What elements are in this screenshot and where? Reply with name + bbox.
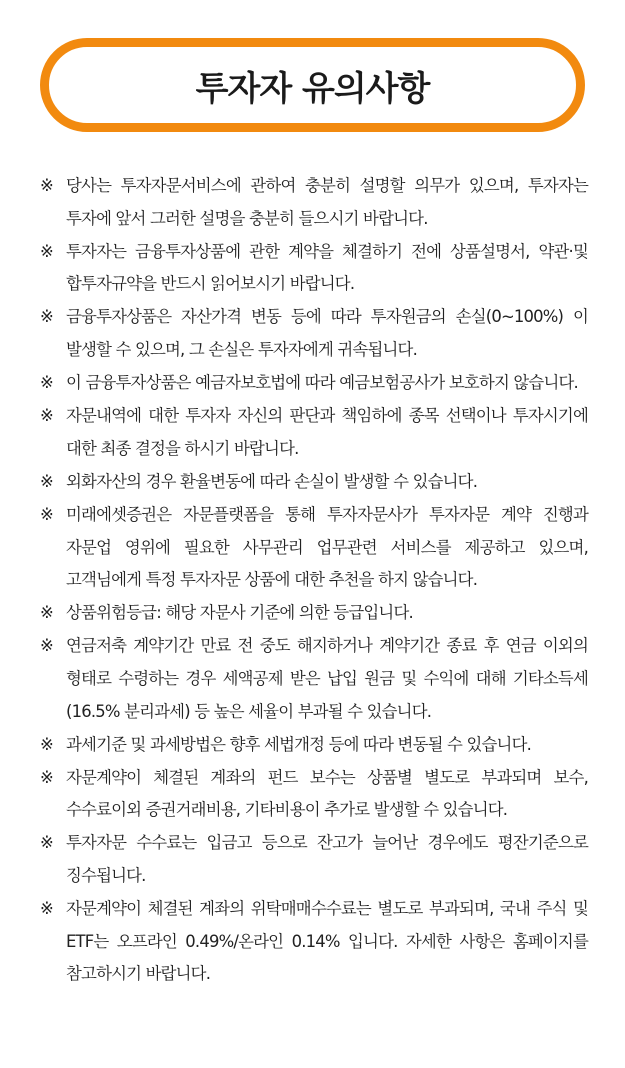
- reference-mark: ※: [40, 734, 53, 754]
- notice-item: [40, 827, 588, 892]
- notice-item: [40, 236, 588, 301]
- reference-mark: ※: [40, 767, 53, 787]
- notice-item: [40, 400, 588, 465]
- notice-item: [40, 630, 588, 728]
- notice-text: 미래에셋증권은 자문플랫폼을 통해 투자자문사가 투자자문 계약 진행과 자문업 영위에 필요한 사무관리 업무관련 서비스를 제공하고 있으며, 고객님에게 특정 투자자문 상품에 대한 추천을 하지 않습니다.: [66, 504, 588, 590]
- reference-mark: ※: [40, 899, 53, 919]
- notice-item: [40, 893, 588, 991]
- reference-mark: ※: [40, 603, 53, 623]
- notice-text: 자문내역에 대한 투자자 자신의 판단과 책임하에 종목 선택이나 투자시기에 대한 최종 결정을 하시기 바랍니다.: [66, 406, 588, 458]
- notice-item: [40, 729, 588, 762]
- reference-mark: ※: [40, 176, 53, 195]
- notice-text: 연금저축 계약기간 만료 전 중도 해지하거나 계약기간 종료 후 연금 이외의 형태로 수령하는 경우 세액공제 받은 납입 원금 및 수익에 대해 기타소득세(16.5% 분리과세) 등 높은 세율이 부과될 수 있습니다.: [66, 636, 588, 721]
- reference-mark: ※: [40, 406, 53, 426]
- reference-mark: ※: [40, 504, 53, 524]
- notice-item: [40, 499, 588, 597]
- notice-item: [40, 170, 588, 235]
- notice-item: [40, 597, 588, 630]
- notice-text: 투자자문 수수료는 입금고 등으로 잔고가 늘어난 경우에도 평잔기준으로 징수됩니다.: [66, 833, 588, 885]
- title-banner: [40, 38, 585, 132]
- notice-text: 자문계약이 체결된 계좌의 펀드 보수는 상품별 별도로 부과되며 보수, 수수료이외 증권거래비용, 기타비용이 추가로 발생할 수 있습니다.: [66, 767, 588, 820]
- notice-text: 당사는 투자자문서비스에 관하여 충분히 설명할 의무가 있으며, 투자자는 투자에 앞서 그러한 설명을 충분히 들으시기 바랍니다.: [66, 176, 588, 228]
- notice-text: 이 금융투자상품은 예금자보호법에 따라 예금보험공사가 보호하지 않습니다.: [66, 373, 578, 393]
- notice-item: [40, 466, 588, 499]
- reference-mark: ※: [40, 241, 53, 261]
- reference-mark: ※: [40, 636, 53, 656]
- notice-list: [40, 170, 588, 991]
- notice-item: [40, 301, 588, 366]
- notice-text: 과세기준 및 과세방법은 향후 세법개정 등에 따라 변동될 수 있습니다.: [66, 734, 532, 754]
- notice-item: [40, 367, 588, 400]
- notice-text: 상품위험등급: 해당 자문사 기준에 의한 등급입니다.: [66, 603, 413, 623]
- reference-mark: ※: [40, 373, 53, 393]
- notice-text: 투자자는 금융투자상품에 관한 계약을 체결하기 전에 상품설명서, 약관·및 합투자규약을 반드시 읽어보시기 바랍니다.: [66, 241, 588, 294]
- reference-mark: ※: [40, 471, 53, 491]
- notice-text: 외화자산의 경우 환율변동에 따라 손실이 발생할 수 있습니다.: [66, 471, 478, 491]
- notice-item: [40, 762, 588, 827]
- notice-text: 자문계약이 체결된 계좌의 위탁매매수수료는 별도로 부과되며, 국내 주식 및 ETF는 오프라인 0.49%/온라인 0.14% 입니다. 자세한 사항은 홈페이지를 참고하시기 바랍니다.: [66, 899, 588, 984]
- page-title: 투자자 유의사항: [195, 68, 430, 109]
- reference-mark: ※: [40, 833, 53, 853]
- reference-mark: ※: [40, 307, 53, 327]
- notice-text: 금융투자상품은 자산가격 변동 등에 따라 투자원금의 손실(0~100%) 이 발생할 수 있으며, 그 손실은 투자자에게 귀속됩니다.: [66, 307, 588, 359]
